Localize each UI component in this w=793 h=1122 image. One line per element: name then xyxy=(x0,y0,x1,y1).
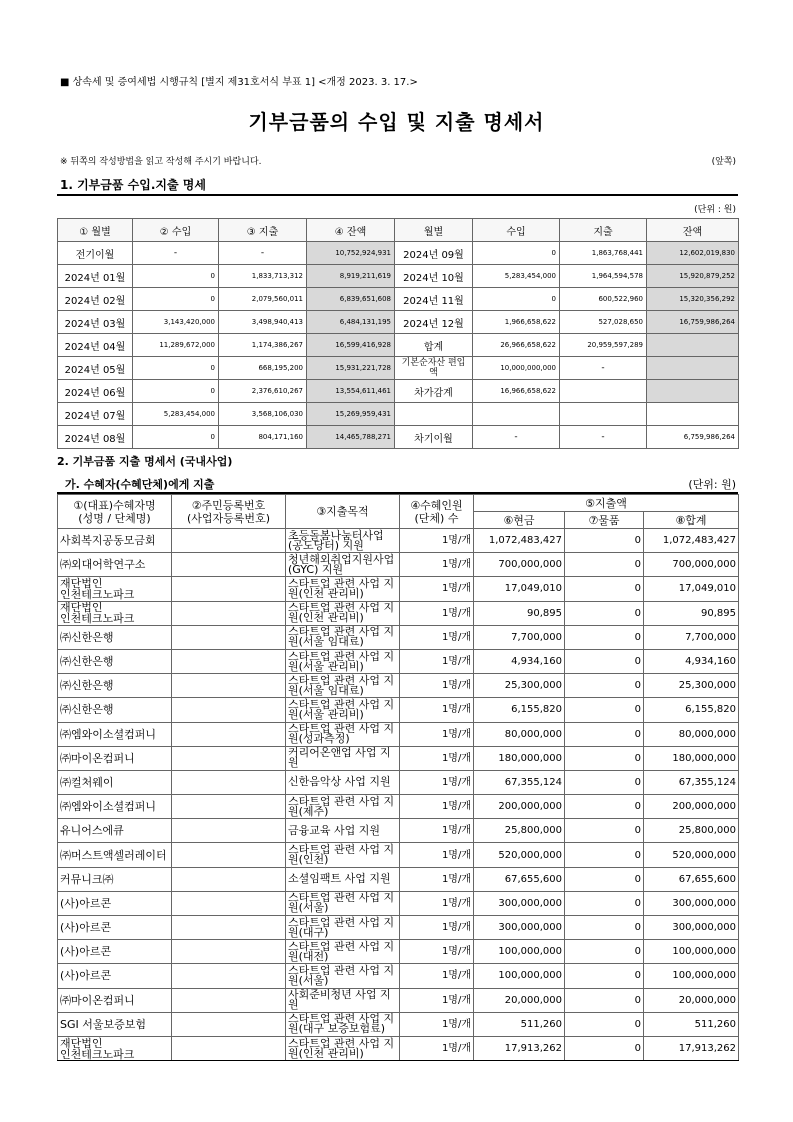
col-month-1: ① 월별 xyxy=(58,219,133,242)
recipient-name-cell: 사회복지공동모금회 xyxy=(58,529,172,553)
goods-amount-cell: 0 xyxy=(565,795,644,819)
goods-amount-cell: 0 xyxy=(565,1036,644,1060)
goods-amount-cell: 0 xyxy=(565,964,644,988)
table-row xyxy=(58,357,739,380)
balance-cell xyxy=(647,357,739,380)
month-cell: 2024년 01월 xyxy=(58,265,133,288)
income-cell: 26,966,658,622 xyxy=(473,334,560,357)
table-row xyxy=(58,242,739,265)
table-row xyxy=(58,265,739,288)
income-cell: 0 xyxy=(133,288,219,311)
recipient-name-cell: ㈜신한은행 xyxy=(58,649,172,673)
table-row xyxy=(58,795,739,819)
col-registration-number: ②주민등록번호 (사업자등록번호) xyxy=(172,495,286,529)
recipient-count-cell: 1명/개 xyxy=(400,1012,474,1036)
cash-amount-cell: 17,913,262 xyxy=(474,1036,565,1060)
recipient-count-cell: 1명/개 xyxy=(400,843,474,867)
total-amount-cell: 80,000,000 xyxy=(644,722,739,746)
total-amount-cell: 300,000,000 xyxy=(644,916,739,940)
recipient-count-cell: 1명/개 xyxy=(400,674,474,698)
registration-number-cell xyxy=(172,916,286,940)
recipient-count-cell: 1명/개 xyxy=(400,529,474,553)
purpose-cell: 스타트업 관련 사업 지원(대전) xyxy=(286,940,400,964)
recipient-count-cell: 1명/개 xyxy=(400,916,474,940)
table-row xyxy=(58,601,739,625)
section2-title: 2. 기부금품 지출 명세서 (국내사업) xyxy=(57,455,233,468)
col-expense-1: ③ 지출 xyxy=(219,219,307,242)
purpose-cell: 커리어온앤업 사업 지원 xyxy=(286,746,400,770)
goods-amount-cell: 0 xyxy=(565,625,644,649)
table-row xyxy=(58,867,739,891)
cash-amount-cell: 180,000,000 xyxy=(474,746,565,770)
table-row xyxy=(58,940,739,964)
recipient-count-cell: 1명/개 xyxy=(400,819,474,843)
recipient-name-cell: 재단법인 인천테크노파크 xyxy=(58,601,172,625)
cash-amount-cell: 700,000,000 xyxy=(474,553,565,577)
balance-cell: 15,269,959,431 xyxy=(307,403,395,426)
col-purpose: ③지출목적 xyxy=(286,495,400,529)
table-row xyxy=(58,625,739,649)
recipient-name-cell: 커뮤니크㈜ xyxy=(58,867,172,891)
table-row xyxy=(58,553,739,577)
purpose-cell: 스타트업 관련 사업 지원(인천 관리비) xyxy=(286,577,400,601)
total-amount-cell: 180,000,000 xyxy=(644,746,739,770)
month-cell xyxy=(395,403,473,426)
document-title: 기부금품의 수입 및 지출 명세서 xyxy=(248,110,545,134)
total-amount-cell: 17,049,010 xyxy=(644,577,739,601)
goods-amount-cell: 0 xyxy=(565,577,644,601)
income-cell: 3,143,420,000 xyxy=(133,311,219,334)
month-cell: 차기이월 xyxy=(395,426,473,449)
goods-amount-cell: 0 xyxy=(565,916,644,940)
table-row xyxy=(58,529,739,553)
cash-amount-cell: 7,700,000 xyxy=(474,625,565,649)
expenditure-detail-table xyxy=(57,494,739,1061)
balance-cell: 13,554,611,461 xyxy=(307,380,395,403)
col-cash: ⑥현금 xyxy=(474,512,565,529)
recipient-name-cell: ㈜신한은행 xyxy=(58,698,172,722)
total-amount-cell: 520,000,000 xyxy=(644,843,739,867)
income-cell: 0 xyxy=(133,357,219,380)
goods-amount-cell: 0 xyxy=(565,988,644,1012)
table-row xyxy=(58,1012,739,1036)
table-row xyxy=(58,288,739,311)
recipient-name-cell: ㈜엠와이소셜컴퍼니 xyxy=(58,722,172,746)
section2-subtitle: 가. 수혜자(수혜단체)에게 지출 xyxy=(65,478,215,491)
recipient-count-cell: 1명/개 xyxy=(400,891,474,915)
table-row xyxy=(58,577,739,601)
expense-cell: 1,863,768,441 xyxy=(560,242,647,265)
balance-cell: 16,599,416,928 xyxy=(307,334,395,357)
income-cell: 16,966,658,622 xyxy=(473,380,560,403)
balance-cell: 16,759,986,264 xyxy=(647,311,739,334)
recipient-count-cell: 1명/개 xyxy=(400,867,474,891)
table-row xyxy=(58,964,739,988)
registration-number-cell xyxy=(172,795,286,819)
cash-amount-cell: 67,355,124 xyxy=(474,770,565,794)
col-amount-group: ⑤지출액 xyxy=(474,495,739,512)
income-cell: 5,283,454,000 xyxy=(133,403,219,426)
month-cell: 2024년 04월 xyxy=(58,334,133,357)
table-row xyxy=(58,916,739,940)
recipient-name-cell: (사)아르콘 xyxy=(58,891,172,915)
recipient-name-cell: ㈜마이온컴퍼니 xyxy=(58,746,172,770)
table-row xyxy=(58,843,739,867)
recipient-count-cell: 1명/개 xyxy=(400,601,474,625)
expense-cell xyxy=(560,380,647,403)
purpose-cell: 스타트업 관련 사업 지원(서울) xyxy=(286,891,400,915)
registration-number-cell xyxy=(172,601,286,625)
income-cell: 0 xyxy=(473,288,560,311)
goods-amount-cell: 0 xyxy=(565,698,644,722)
expense-cell: 1,833,713,312 xyxy=(219,265,307,288)
purpose-cell: 사회준비청년 사업 지원 xyxy=(286,988,400,1012)
table-row xyxy=(58,311,739,334)
expense-cell: 804,171,160 xyxy=(219,426,307,449)
recipient-name-cell: 유니어스에큐 xyxy=(58,819,172,843)
expense-cell: 3,498,940,413 xyxy=(219,311,307,334)
cash-amount-cell: 520,000,000 xyxy=(474,843,565,867)
month-cell: 2024년 10월 xyxy=(395,265,473,288)
table-row xyxy=(58,649,739,673)
total-amount-cell: 17,913,262 xyxy=(644,1036,739,1060)
table-header-row xyxy=(58,219,739,242)
balance-cell xyxy=(647,403,739,426)
total-amount-cell: 7,700,000 xyxy=(644,625,739,649)
month-cell: 2024년 09월 xyxy=(395,242,473,265)
balance-cell xyxy=(647,334,739,357)
month-cell: 2024년 05월 xyxy=(58,357,133,380)
goods-amount-cell: 0 xyxy=(565,940,644,964)
recipient-count-cell: 1명/개 xyxy=(400,770,474,794)
page-side-label: (앞쪽) xyxy=(711,157,736,167)
recipient-count-cell: 1명/개 xyxy=(400,795,474,819)
month-cell: 2024년 11월 xyxy=(395,288,473,311)
registration-number-cell xyxy=(172,819,286,843)
purpose-cell: 스타트업 관련 사업 지원(성과측정) xyxy=(286,722,400,746)
purpose-cell: 스타트업 관련 사업 지원(대구 보증보험료) xyxy=(286,1012,400,1036)
month-cell: 기본순자산 편입액 xyxy=(395,357,473,380)
registration-number-cell xyxy=(172,722,286,746)
registration-number-cell xyxy=(172,746,286,770)
col-balance-1: ④ 잔액 xyxy=(307,219,395,242)
table-row xyxy=(58,334,739,357)
col-recipient-count: ④수혜인원 (단체) 수 xyxy=(400,495,474,529)
total-amount-cell: 511,260 xyxy=(644,1012,739,1036)
recipient-name-cell: 재단법인 인천테크노파크 xyxy=(58,1036,172,1060)
recipient-name-cell: ㈜신한은행 xyxy=(58,674,172,698)
registration-number-cell xyxy=(172,988,286,1012)
goods-amount-cell: 0 xyxy=(565,891,644,915)
registration-number-cell xyxy=(172,843,286,867)
registration-number-cell xyxy=(172,674,286,698)
table-row xyxy=(58,1036,739,1060)
section1-unit: (단위 : 원) xyxy=(694,205,736,215)
expense-cell: 2,376,610,267 xyxy=(219,380,307,403)
month-cell: 합계 xyxy=(395,334,473,357)
purpose-cell: 소셜임팩트 사업 지원 xyxy=(286,867,400,891)
registration-number-cell xyxy=(172,964,286,988)
total-amount-cell: 4,934,160 xyxy=(644,649,739,673)
goods-amount-cell: 0 xyxy=(565,553,644,577)
total-amount-cell: 25,300,000 xyxy=(644,674,739,698)
recipient-name-cell: 재단법인 인천테크노파크 xyxy=(58,577,172,601)
purpose-cell: 스타트업 관련 사업 지원(서울 임대료) xyxy=(286,625,400,649)
purpose-cell: 스타트업 관련 사업 지원(인천) xyxy=(286,843,400,867)
month-cell: 2024년 08월 xyxy=(58,426,133,449)
balance-cell: 6,484,131,195 xyxy=(307,311,395,334)
income-cell: 0 xyxy=(473,242,560,265)
goods-amount-cell: 0 xyxy=(565,529,644,553)
income-cell: 0 xyxy=(133,380,219,403)
registration-number-cell xyxy=(172,770,286,794)
cash-amount-cell: 17,049,010 xyxy=(474,577,565,601)
month-cell: 차가감계 xyxy=(395,380,473,403)
registration-number-cell xyxy=(172,891,286,915)
table-row xyxy=(58,746,739,770)
cash-amount-cell: 6,155,820 xyxy=(474,698,565,722)
col-recipient-name: ①(대표)수혜자명 (성명 / 단체명) xyxy=(58,495,172,529)
purpose-cell: 스타트업 관련 사업 지원(인천 관리비) xyxy=(286,601,400,625)
col-total: ⑧합계 xyxy=(644,512,739,529)
expense-cell: 20,959,597,289 xyxy=(560,334,647,357)
cash-amount-cell: 90,895 xyxy=(474,601,565,625)
goods-amount-cell: 0 xyxy=(565,674,644,698)
recipient-name-cell: ㈜머스트액셀러레이터 xyxy=(58,843,172,867)
month-cell: 전기이월 xyxy=(58,242,133,265)
col-goods: ⑦물품 xyxy=(565,512,644,529)
expense-cell: 600,522,960 xyxy=(560,288,647,311)
goods-amount-cell: 0 xyxy=(565,770,644,794)
registration-number-cell xyxy=(172,867,286,891)
total-amount-cell: 300,000,000 xyxy=(644,891,739,915)
income-expense-table xyxy=(57,218,739,449)
table-header-row xyxy=(58,495,739,512)
total-amount-cell: 90,895 xyxy=(644,601,739,625)
expense-cell: 1,964,594,578 xyxy=(560,265,647,288)
registration-number-cell xyxy=(172,529,286,553)
cash-amount-cell: 300,000,000 xyxy=(474,891,565,915)
cash-amount-cell: 1,072,483,427 xyxy=(474,529,565,553)
expense-cell: - xyxy=(219,242,307,265)
table-row xyxy=(58,698,739,722)
cash-amount-cell: 100,000,000 xyxy=(474,964,565,988)
registration-number-cell xyxy=(172,553,286,577)
purpose-cell: 신한음악상 사업 지원 xyxy=(286,770,400,794)
expense-cell: 668,195,200 xyxy=(219,357,307,380)
total-amount-cell: 100,000,000 xyxy=(644,940,739,964)
cash-amount-cell: 67,655,600 xyxy=(474,867,565,891)
total-amount-cell: 200,000,000 xyxy=(644,795,739,819)
purpose-cell: 청년해외취업지원사업(GYC) 지원 xyxy=(286,553,400,577)
income-cell: - xyxy=(473,426,560,449)
balance-cell: 6,759,986,264 xyxy=(647,426,739,449)
month-cell: 2024년 12월 xyxy=(395,311,473,334)
recipient-name-cell: (사)아르콘 xyxy=(58,916,172,940)
purpose-cell: 스타트업 관련 사업 지원(대구) xyxy=(286,916,400,940)
expense-cell: 1,174,386,267 xyxy=(219,334,307,357)
month-cell: 2024년 07월 xyxy=(58,403,133,426)
expense-cell: 3,568,106,030 xyxy=(219,403,307,426)
income-cell: 5,283,454,000 xyxy=(473,265,560,288)
total-amount-cell: 6,155,820 xyxy=(644,698,739,722)
cash-amount-cell: 25,800,000 xyxy=(474,819,565,843)
recipient-name-cell: ㈜신한은행 xyxy=(58,625,172,649)
purpose-cell: 스타트업 관련 사업 지원(서울 관리비) xyxy=(286,698,400,722)
goods-amount-cell: 0 xyxy=(565,843,644,867)
table-row xyxy=(58,819,739,843)
purpose-cell: 스타트업 관련 사업 지원(인천 관리비) xyxy=(286,1036,400,1060)
cash-amount-cell: 25,300,000 xyxy=(474,674,565,698)
table-row xyxy=(58,988,739,1012)
cash-amount-cell: 511,260 xyxy=(474,1012,565,1036)
table-row xyxy=(58,770,739,794)
purpose-cell: 스타트업 관련 사업 지원(서울 임대료) xyxy=(286,674,400,698)
balance-cell: 12,602,019,830 xyxy=(647,242,739,265)
balance-cell: 15,931,221,728 xyxy=(307,357,395,380)
table-row xyxy=(58,722,739,746)
goods-amount-cell: 0 xyxy=(565,1012,644,1036)
total-amount-cell: 100,000,000 xyxy=(644,964,739,988)
recipient-count-cell: 1명/개 xyxy=(400,964,474,988)
cash-amount-cell: 4,934,160 xyxy=(474,649,565,673)
total-amount-cell: 1,072,483,427 xyxy=(644,529,739,553)
income-cell xyxy=(473,403,560,426)
section2-unit: (단위: 원) xyxy=(688,478,736,491)
recipient-count-cell: 1명/개 xyxy=(400,649,474,673)
recipient-count-cell: 1명/개 xyxy=(400,625,474,649)
cash-amount-cell: 20,000,000 xyxy=(474,988,565,1012)
purpose-cell: 스타트업 관련 사업 지원(서울) xyxy=(286,964,400,988)
col-balance-2: 잔액 xyxy=(647,219,739,242)
income-cell: - xyxy=(133,242,219,265)
cash-amount-cell: 200,000,000 xyxy=(474,795,565,819)
balance-cell: 15,920,879,252 xyxy=(647,265,739,288)
instruction-note xyxy=(60,154,736,167)
registration-number-cell xyxy=(172,625,286,649)
recipient-count-cell: 1명/개 xyxy=(400,553,474,577)
purpose-cell: 초등돌봄나눔터사업(공도당터) 지원 xyxy=(286,529,400,553)
recipient-count-cell: 1명/개 xyxy=(400,988,474,1012)
month-cell: 2024년 02월 xyxy=(58,288,133,311)
section1-title: 1. 기부금품 수입.지출 명세 xyxy=(60,178,206,192)
section1-divider xyxy=(57,194,738,196)
goods-amount-cell: 0 xyxy=(565,601,644,625)
total-amount-cell: 25,800,000 xyxy=(644,819,739,843)
income-cell: 11,289,672,000 xyxy=(133,334,219,357)
balance-cell: 10,752,924,931 xyxy=(307,242,395,265)
total-amount-cell: 700,000,000 xyxy=(644,553,739,577)
balance-cell: 15,320,356,292 xyxy=(647,288,739,311)
expense-cell: 527,028,650 xyxy=(560,311,647,334)
recipient-name-cell: ㈜엠와이소셜컴퍼니 xyxy=(58,795,172,819)
table-row xyxy=(58,380,739,403)
month-cell: 2024년 03월 xyxy=(58,311,133,334)
recipient-count-cell: 1명/개 xyxy=(400,698,474,722)
recipient-count-cell: 1명/개 xyxy=(400,577,474,601)
col-month-2: 월별 xyxy=(395,219,473,242)
total-amount-cell: 67,355,124 xyxy=(644,770,739,794)
recipient-count-cell: 1명/개 xyxy=(400,722,474,746)
total-amount-cell: 20,000,000 xyxy=(644,988,739,1012)
goods-amount-cell: 0 xyxy=(565,649,644,673)
balance-cell xyxy=(647,380,739,403)
registration-number-cell xyxy=(172,1012,286,1036)
recipient-count-cell: 1명/개 xyxy=(400,1036,474,1060)
registration-number-cell xyxy=(172,1036,286,1060)
recipient-name-cell: ㈜마이온컴퍼니 xyxy=(58,988,172,1012)
balance-cell: 6,839,651,608 xyxy=(307,288,395,311)
goods-amount-cell: 0 xyxy=(565,819,644,843)
cash-amount-cell: 80,000,000 xyxy=(474,722,565,746)
purpose-cell: 스타트업 관련 사업 지원(서울 관리비) xyxy=(286,649,400,673)
income-cell: 1,966,658,622 xyxy=(473,311,560,334)
col-income-1: ② 수입 xyxy=(133,219,219,242)
registration-number-cell xyxy=(172,940,286,964)
balance-cell: 14,465,788,271 xyxy=(307,426,395,449)
expense-cell: - xyxy=(560,426,647,449)
goods-amount-cell: 0 xyxy=(565,722,644,746)
col-income-2: 수입 xyxy=(473,219,560,242)
note-text: ※ 뒤쪽의 작성방법을 읽고 작성해 주시기 바랍니다. xyxy=(60,157,262,167)
recipient-name-cell: (사)아르콘 xyxy=(58,964,172,988)
goods-amount-cell: 0 xyxy=(565,867,644,891)
registration-number-cell xyxy=(172,577,286,601)
cash-amount-cell: 300,000,000 xyxy=(474,916,565,940)
income-cell: 0 xyxy=(133,265,219,288)
total-amount-cell: 67,655,600 xyxy=(644,867,739,891)
recipient-name-cell: ㈜컬처웨이 xyxy=(58,770,172,794)
month-cell: 2024년 06월 xyxy=(58,380,133,403)
table-row xyxy=(58,426,739,449)
recipient-count-cell: 1명/개 xyxy=(400,940,474,964)
col-expense-2: 지출 xyxy=(560,219,647,242)
law-reference: ■ 상속세 및 증여세법 시행규칙 [별지 제31호서식 부표 1] <개정 2023. 3. 17.> xyxy=(60,77,418,88)
cash-amount-cell: 100,000,000 xyxy=(474,940,565,964)
expense-cell xyxy=(560,403,647,426)
goods-amount-cell: 0 xyxy=(565,746,644,770)
recipient-count-cell: 1명/개 xyxy=(400,746,474,770)
recipient-name-cell: (사)아르콘 xyxy=(58,940,172,964)
purpose-cell: 금융교육 사업 지원 xyxy=(286,819,400,843)
registration-number-cell xyxy=(172,698,286,722)
expense-cell: - xyxy=(560,357,647,380)
recipient-name-cell: ㈜외대어학연구소 xyxy=(58,553,172,577)
income-cell: 0 xyxy=(133,426,219,449)
purpose-cell: 스타트업 관련 사업 지원(제주) xyxy=(286,795,400,819)
table-row xyxy=(58,674,739,698)
recipient-name-cell: SGI 서울보증보험 xyxy=(58,1012,172,1036)
income-cell: 10,000,000,000 xyxy=(473,357,560,380)
expense-cell: 2,079,560,011 xyxy=(219,288,307,311)
table-row xyxy=(58,403,739,426)
table-row xyxy=(58,891,739,915)
balance-cell: 8,919,211,619 xyxy=(307,265,395,288)
registration-number-cell xyxy=(172,649,286,673)
